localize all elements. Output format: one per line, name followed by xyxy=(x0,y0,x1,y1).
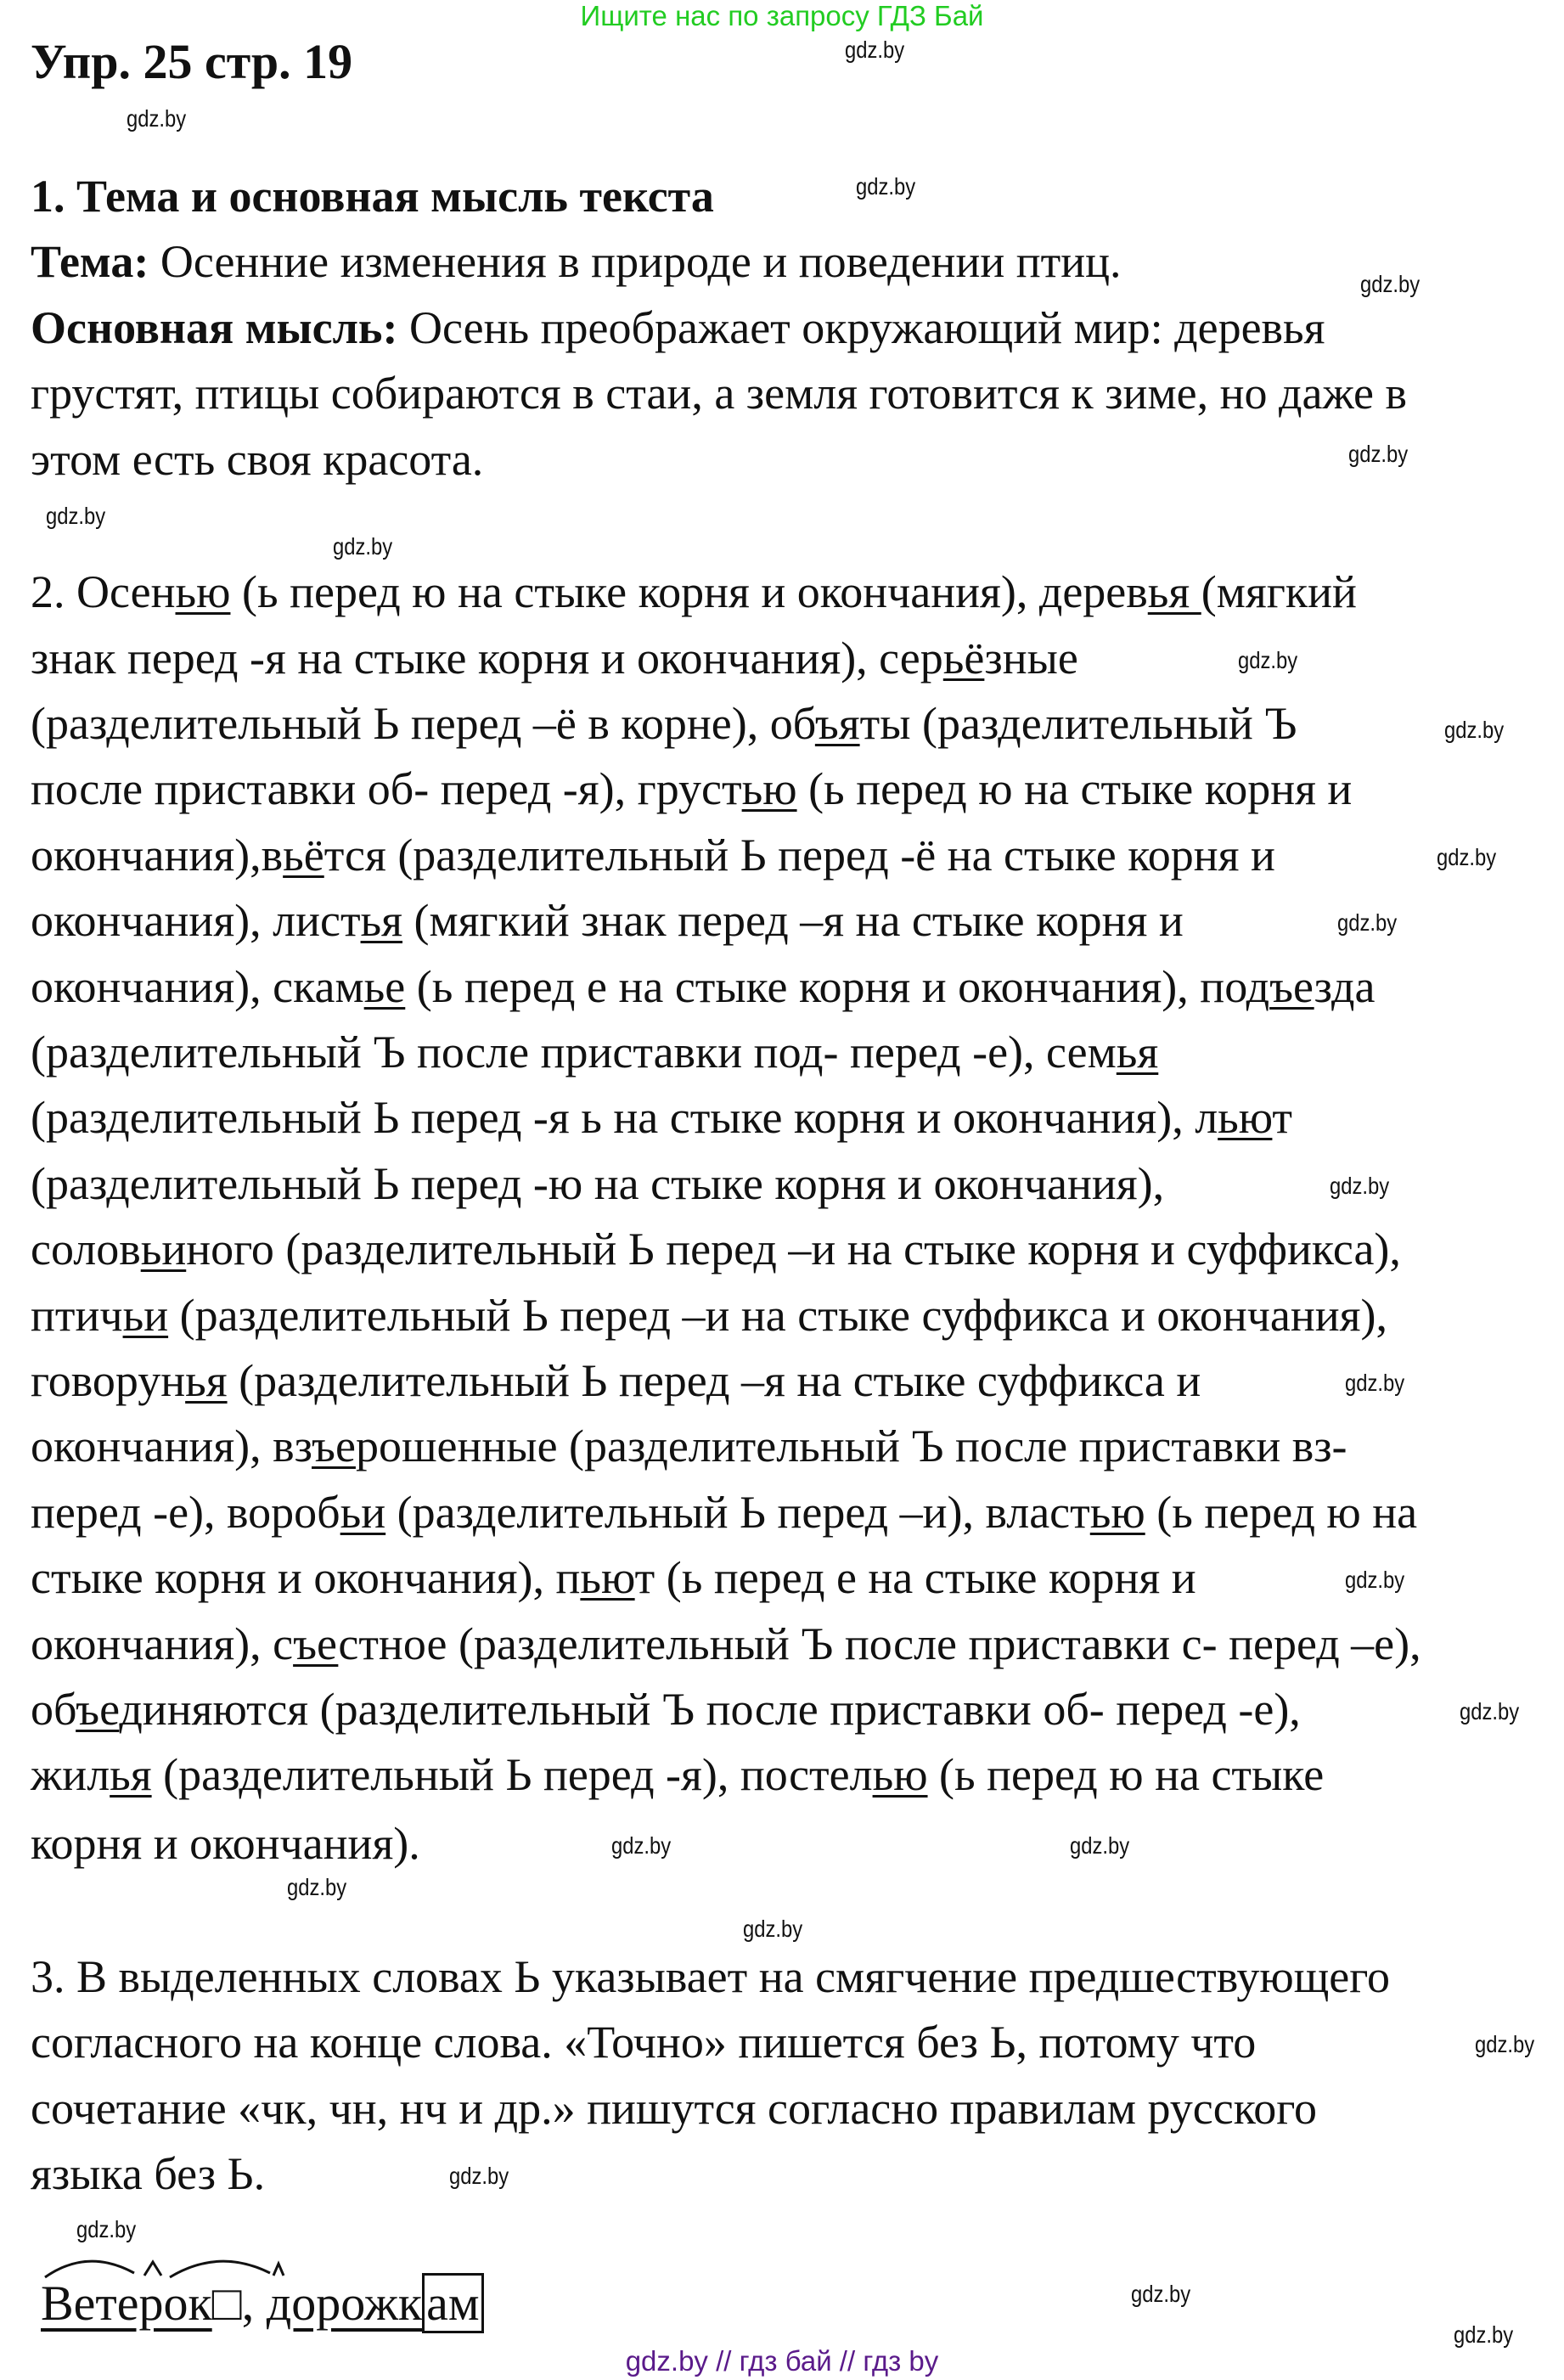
text-line xyxy=(31,301,1325,354)
watermark: gdz.by xyxy=(76,2216,137,2242)
text-segment: знак перед -я на стыке корня и окончания), сер xyxy=(31,633,943,684)
text-segment: (ь перед е на стыке корня и окончания), под xyxy=(405,961,1270,1012)
text-segment: рошенные (разделительный Ъ после приставки вз- xyxy=(355,1421,1347,1471)
text-segment: (разделительный Ь перед -я), постел xyxy=(151,1749,873,1800)
watermark: gdz.by xyxy=(46,503,106,529)
highlighted-letters: ъе xyxy=(293,1618,339,1669)
text-segment: окончания), вз xyxy=(31,1421,312,1471)
text-line xyxy=(31,1950,1390,2003)
highlighted-letters: ье xyxy=(363,961,406,1012)
text-line xyxy=(31,1748,1324,1801)
watermark: gdz.by xyxy=(1131,2281,1191,2307)
highlighted-letters: ья xyxy=(185,1355,228,1406)
text-segment: т xyxy=(1272,1092,1293,1143)
text-segment: тся (разделительный Ь перед -ё на стыке корня и xyxy=(323,830,1275,881)
text-segment: (разделительный Ь перед -я ь на стыке корня и окончания), л xyxy=(31,1092,1218,1143)
text-line xyxy=(31,762,1352,815)
footer-links: gdz.by // гдз бай // гдз by xyxy=(625,2345,939,2377)
watermark: gdz.by xyxy=(743,1916,803,1942)
bold-label: Тема: xyxy=(31,236,149,287)
highlighted-letters: ъе xyxy=(76,1684,120,1735)
text-segment: (ь перед ю на стыке xyxy=(927,1749,1325,1800)
bold-label: 1. Тема и основная мысль текста xyxy=(31,171,714,222)
text-line xyxy=(31,367,1407,419)
text-segment: стыке корня и окончания), п xyxy=(31,1552,581,1603)
search-hint: Ищите нас по запросу ГДЗ Бай xyxy=(580,0,984,31)
word-analysis xyxy=(41,2276,484,2332)
morpheme-marks-icon xyxy=(41,2243,516,2286)
text-line xyxy=(31,2082,1317,2135)
text-segment: языка без Ь. xyxy=(31,2148,266,2199)
text-segment: говорун xyxy=(31,1355,186,1406)
highlighted-letters: ью xyxy=(175,566,231,617)
text-segment: окончания), скам xyxy=(31,961,364,1012)
watermark: gdz.by xyxy=(449,2163,509,2189)
text-line xyxy=(31,1026,1158,1078)
text-line xyxy=(31,235,1122,288)
text-line xyxy=(31,1551,1196,1604)
watermark: gdz.by xyxy=(1348,441,1409,467)
highlighted-letters: ьи xyxy=(122,1290,169,1341)
highlighted-letters: ья xyxy=(1116,1027,1159,1077)
text-line xyxy=(31,1618,1421,1670)
watermark: gdz.by xyxy=(1360,271,1421,297)
text-line xyxy=(31,1091,1292,1144)
text-segment: грустят, птицы собираются в стаи, а земля готовится к зиме, но даже в xyxy=(31,368,1408,419)
text-segment: окончания), с xyxy=(31,1618,294,1669)
text-segment: (ь перед ю на xyxy=(1145,1487,1418,1538)
text-line xyxy=(31,1420,1347,1472)
watermark: gdz.by xyxy=(1345,1567,1405,1593)
text-segment: зные xyxy=(984,633,1078,684)
bold-label: Основная мысль: xyxy=(31,302,398,353)
text-segment: Осень преображает окружающий мир: деревья xyxy=(397,302,1325,353)
text-segment: окончания), лист xyxy=(31,895,361,946)
text-line xyxy=(31,1817,420,1870)
text-line xyxy=(31,960,1375,1013)
watermark: gdz.by xyxy=(611,1832,672,1859)
text-segment: (разделительный Ь перед –ё в корне), об xyxy=(31,698,815,749)
watermark: gdz.by xyxy=(127,105,187,132)
text-line xyxy=(31,1354,1201,1407)
text-segment: (разделительный Ъ после приставки под- перед -е), сем xyxy=(31,1027,1117,1077)
text-line xyxy=(31,894,1184,947)
text-line xyxy=(31,697,1297,750)
text-segment: окончания),в xyxy=(31,830,284,881)
text-line xyxy=(31,433,483,486)
highlighted-letters: ьё xyxy=(942,633,985,684)
text-segment: солов xyxy=(31,1224,141,1274)
highlighted-letters: ью xyxy=(1089,1487,1145,1538)
watermark: gdz.by xyxy=(1337,909,1398,936)
highlighted-letters: ьё xyxy=(283,830,324,881)
text-segment: т (ь перед е на стыке корня и xyxy=(634,1552,1196,1603)
watermark: gdz.by xyxy=(1238,647,1298,673)
text-segment: (разделительный Ь перед –я на стыке суффикса и xyxy=(227,1355,1201,1406)
highlighted-letters: ъе xyxy=(312,1421,356,1471)
word-dorozhk: дорожк xyxy=(266,2276,423,2331)
text-segment: стное (разделительный Ъ после приставки с- перед –е), xyxy=(338,1618,1421,1669)
highlighted-letters: ью xyxy=(741,763,797,814)
text-segment: диняются (разделительный Ъ после приставки об- перед -е), xyxy=(119,1684,1301,1735)
highlighted-letters: ья xyxy=(110,1749,152,1800)
text-line xyxy=(31,1683,1301,1736)
text-line xyxy=(31,829,1275,881)
highlighted-letters: ью xyxy=(872,1749,928,1800)
text-line xyxy=(31,632,1078,684)
watermark: gdz.by xyxy=(1437,844,1497,870)
text-segment: 3. В выделенных словах Ь указывает на смягчение предшествующего xyxy=(31,1951,1391,2002)
text-line xyxy=(31,170,714,222)
watermark: gdz.by xyxy=(287,1874,347,1900)
text-line xyxy=(31,2016,1256,2068)
text-segment: этом есть своя красота. xyxy=(31,434,484,485)
text-segment: после приставки об- перед -я), груст xyxy=(31,763,742,814)
highlighted-letters: ьи xyxy=(340,1487,386,1538)
text-line xyxy=(31,1223,1401,1275)
text-segment: 2. Осен xyxy=(31,566,176,617)
page-title: Упр. 25 стр. 19 xyxy=(31,34,353,89)
text-segment: сочетание «чк, чн, нч и др.» пишутся согласно правилам русского xyxy=(31,2083,1318,2134)
highlighted-letters: ьи xyxy=(140,1224,187,1274)
text-segment: перед -е), вороб xyxy=(31,1487,340,1538)
watermark: gdz.by xyxy=(1330,1173,1390,1199)
text-segment: (мягкий знак перед –я на стыке корня и xyxy=(402,895,1184,946)
text-segment: ного (разделительный Ь перед –и на стыке корня и суффикса), xyxy=(186,1224,1401,1274)
text-line xyxy=(31,1289,1387,1342)
watermark: gdz.by xyxy=(333,533,393,560)
highlighted-letters: ью xyxy=(1218,1092,1273,1143)
text-line xyxy=(31,2147,265,2200)
text-segment: (ь перед ю на стыке корня и окончания), дерев xyxy=(230,566,1148,617)
text-segment: зда xyxy=(1314,961,1376,1012)
text-segment: (разделительный Ь перед –и), власт xyxy=(385,1487,1090,1538)
text-segment: Осенние изменения в природе и поведении птиц. xyxy=(149,236,1122,287)
text-segment: (разделительный Ь перед –и на стыке суффикса и окончания), xyxy=(168,1290,1387,1341)
word-veterok: Ветерок xyxy=(41,2276,212,2331)
text-segment: (мягкий xyxy=(1201,566,1357,617)
null-ending: □ xyxy=(211,2276,242,2331)
watermark: gdz.by xyxy=(1345,1370,1405,1396)
text-segment: корня и окончания). xyxy=(31,1818,420,1869)
separator: , xyxy=(241,2276,267,2331)
highlighted-letters: ью xyxy=(580,1552,635,1603)
watermark: gdz.by xyxy=(845,37,905,63)
highlighted-letters: ья xyxy=(360,895,403,946)
text-segment: ты (разделительный Ъ xyxy=(859,698,1297,749)
text-segment: (разделительный Ь перед -ю на стыке корня и окончания), xyxy=(31,1158,1165,1209)
ending-box: ам xyxy=(422,2273,483,2333)
text-segment: согласного на конце слова. «Точно» пишется без Ь, потому что xyxy=(31,2017,1257,2068)
highlighted-letters: ъе xyxy=(1269,961,1314,1012)
watermark: gdz.by xyxy=(1475,2031,1535,2057)
watermark: gdz.by xyxy=(1444,717,1505,743)
text-segment: жил xyxy=(31,1749,110,1800)
highlighted-letters: ъя xyxy=(814,698,860,749)
text-segment: об xyxy=(31,1684,76,1735)
text-segment: птич xyxy=(31,1290,123,1341)
highlighted-letters: ья xyxy=(1147,566,1201,617)
watermark: gdz.by xyxy=(856,173,916,200)
watermark: gdz.by xyxy=(1070,1832,1130,1859)
text-line xyxy=(31,1157,1164,1210)
text-line xyxy=(31,1486,1417,1539)
text-line xyxy=(31,565,1357,618)
text-segment: (ь перед ю на стыке корня и xyxy=(796,763,1353,814)
watermark: gdz.by xyxy=(1454,2321,1514,2348)
watermark: gdz.by xyxy=(1460,1698,1520,1725)
